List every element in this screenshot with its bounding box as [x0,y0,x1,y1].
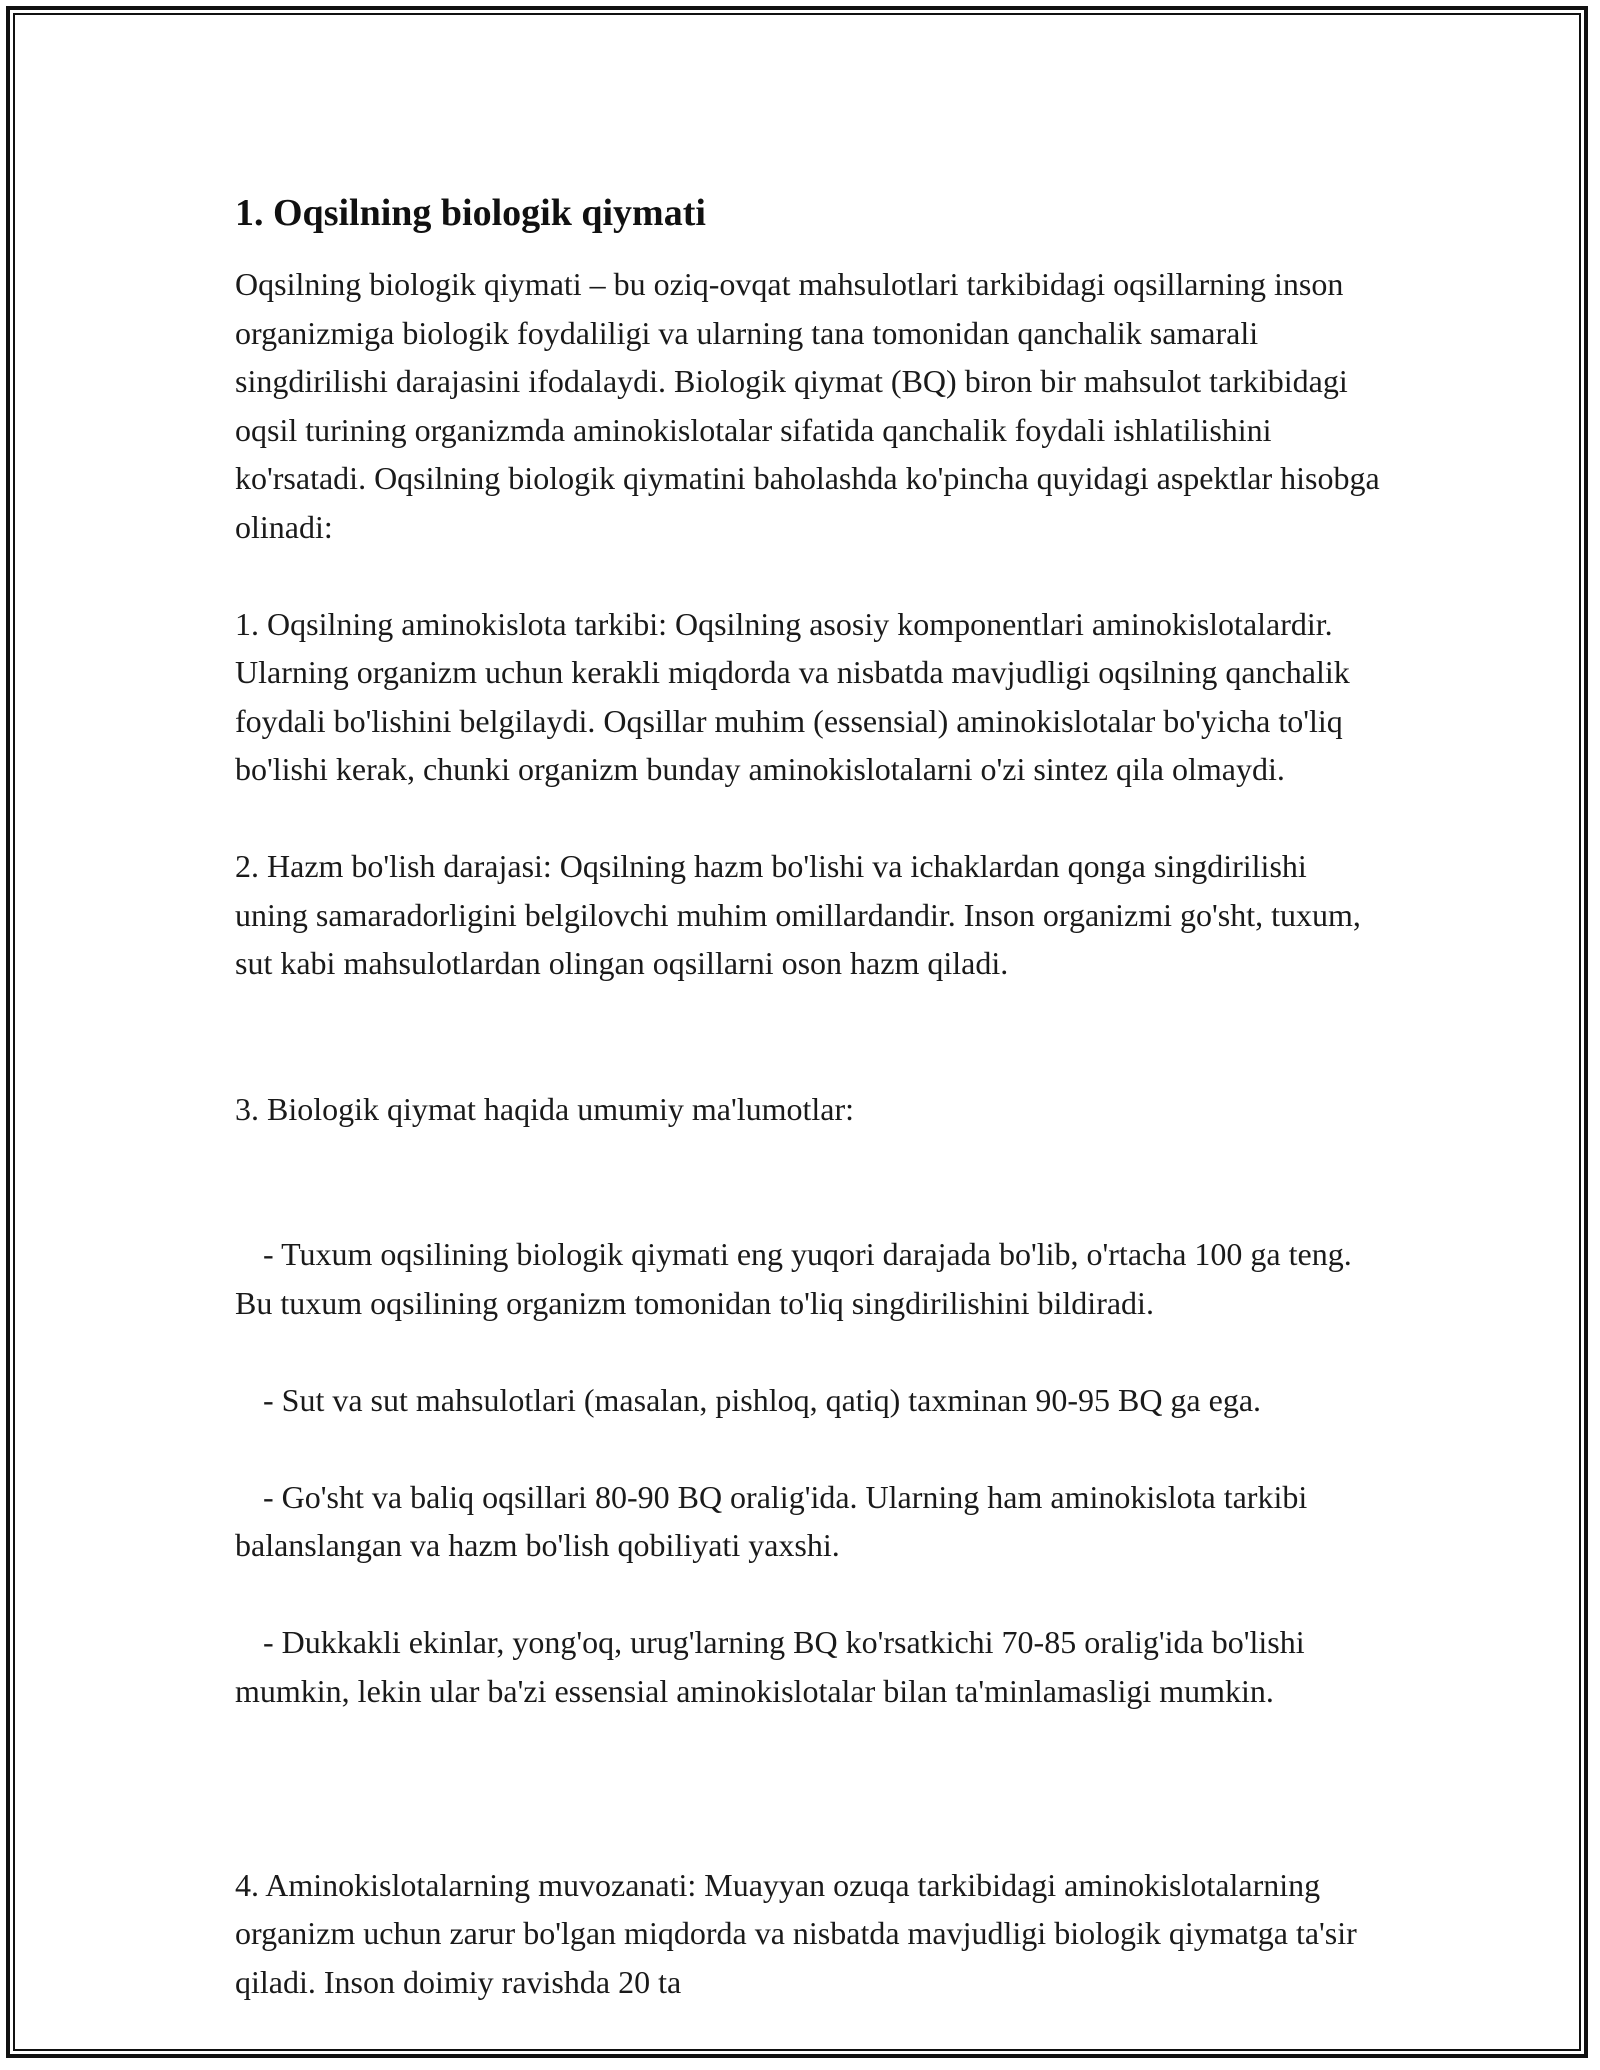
section-amino-acid-composition: 1. Oqsilning aminokislota tarkibi: Oqsilning asosiy komponentlari aminokislotalardir. Ularning organizm uchun kerakli miqdorda va nisbatda mavjudligi oqsilning qanchalik foydali bo'lishini belgilaydi. Oqsillar muhim (essensial) aminokislotalar bo'yicha to'liq bo'lishi kerak, chunki organizm bunday aminokislotalarni o'zi sintez qila olmaydi. [235,605,1350,787]
list-item-egg: - Tuxum oqsilining biologik qiymati eng yuqori darajada bo'lib, o'rtacha 100 ga teng. Bu tuxum oqsilining organizm tomonidan to'liq singdirilishini bildiradi. [235,1236,1352,1321]
section-digestibility: 2. Hazm bo'lish darajasi: Oqsilning hazm bo'lishi va ichaklardan qonga singdirilishi uning samaradorligini belgilovchi muhim omillardandir. Inson organizmi go'sht, tuxum, sut kabi mahsulotlardan olingan oqsillarni oson hazm qiladi. [235,848,1361,981]
section-amino-acid-balance: 4. Aminokislotalarning muvozanati: Muayyan ozuqa tarkibidagi aminokislotalarning organizm uchun zarur bo'lgan miqdorda va nisbatda mavjudligi biologik qiymatga ta'sir qiladi. Inson doimiy ravishda 20 ta [235,1866,1357,2000]
list-item-legumes: - Dukkakli ekinlar, yong'oq, urug'larning BQ ko'rsatkichi 70-85 oralig'ida bo'lishi mumkin, lekin ular ba'zi essensial aminokislotalar bilan ta'minlamasligi mumkin. [235,1624,1305,1709]
bq-list [235,1182,1385,1764]
document-title: 1. Oqsilning biologik qiymati [235,192,706,234]
section-heading: 3. Biologik qiymat haqida umumiy ma'lumotlar: [235,1090,855,1127]
document-body [235,188,1385,2006]
section-biological-value-info [235,1036,1385,1812]
list-item-milk: - Sut va sut mahsulotlari (masalan, pishloq, qatiq) taxminan 90-95 BQ ga ega. [263,1381,1262,1418]
list-item-meat-fish: - Go'sht va baliq oqsillari 80-90 BQ oralig'ida. Ularning ham aminokislota tarkibi balanslangan va hazm bo'lish qobiliyati yaxshi. [235,1478,1308,1563]
intro-paragraph: Oqsilning biologik qiymati – bu oziq-ovqat mahsulotlari tarkibidagi oqsillarning inson organizmiga biologik foydaliligi va ularning tana tomonidan qanchalik samarali singdirilishi darajasini ifodalaydi. Biologik qiymat (BQ) biron bir mahsulot tarkibidagi oqsil turining organizmda aminokislotalar sifatida qanchalik foydali ishlatilishini ko'rsatadi. Oqsilning biologik qiymatini baholashda ko'pincha quyidagi aspektlar hisobga olinadi: [235,266,1380,545]
